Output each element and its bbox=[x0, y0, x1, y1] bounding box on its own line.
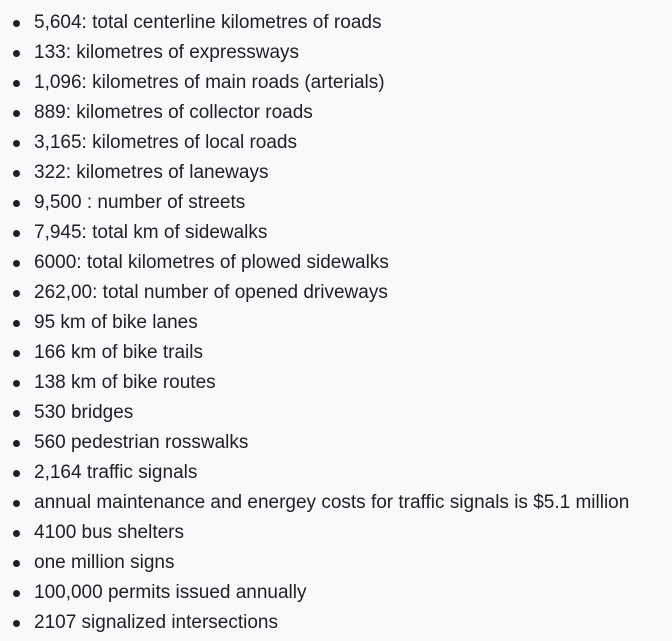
bullet-icon bbox=[13, 350, 20, 357]
list-item bbox=[0, 278, 672, 308]
fact-text: 889: kilometres of collector roads bbox=[34, 102, 313, 123]
bullet-icon bbox=[13, 500, 20, 507]
bullet-icon bbox=[13, 320, 20, 327]
list-item bbox=[0, 308, 672, 338]
bullet-icon bbox=[13, 440, 20, 447]
list-item bbox=[0, 158, 672, 188]
bullet-icon bbox=[13, 80, 20, 87]
fact-text: 322: kilometres of laneways bbox=[34, 162, 269, 183]
list-item bbox=[0, 428, 672, 458]
list-item bbox=[0, 68, 672, 98]
fact-text: 4100 bus shelters bbox=[34, 522, 184, 543]
fact-text: 530 bridges bbox=[34, 402, 134, 423]
list-item bbox=[0, 188, 672, 218]
bullet-icon bbox=[13, 260, 20, 267]
fact-text: 2107 signalized intersections bbox=[34, 612, 278, 633]
bullet-icon bbox=[13, 590, 20, 597]
bullet-icon bbox=[13, 50, 20, 57]
bullet-icon bbox=[13, 560, 20, 567]
fact-text: 1,096: kilometres of main roads (arterials) bbox=[34, 72, 385, 93]
list-item bbox=[0, 218, 672, 248]
bullet-icon bbox=[13, 380, 20, 387]
bullet-icon bbox=[13, 620, 20, 627]
fact-text: 3,165: kilometres of local roads bbox=[34, 132, 297, 153]
bullet-icon bbox=[13, 410, 20, 417]
list-item bbox=[0, 338, 672, 368]
list-item bbox=[0, 608, 672, 638]
fact-text: 133: kilometres of expressways bbox=[34, 42, 300, 63]
list-item bbox=[0, 458, 672, 488]
fact-text: 7,945: total km of sidewalks bbox=[34, 222, 268, 243]
list-item bbox=[0, 398, 672, 428]
list-item bbox=[0, 518, 672, 548]
list-item bbox=[0, 248, 672, 278]
fact-text: 5,604: total centerline kilometres of roads bbox=[34, 12, 382, 33]
list-item bbox=[0, 98, 672, 128]
fact-text: 6000: total kilometres of plowed sidewalks bbox=[34, 252, 389, 273]
bullet-icon bbox=[13, 230, 20, 237]
list-item bbox=[0, 38, 672, 68]
fact-text: 9,500 : number of streets bbox=[34, 192, 246, 213]
fact-text: one million signs bbox=[34, 552, 175, 573]
bullet-icon bbox=[13, 170, 20, 177]
list-item bbox=[0, 488, 672, 518]
fact-text: 2,164 traffic signals bbox=[34, 462, 198, 483]
bullet-icon bbox=[13, 290, 20, 297]
list-item bbox=[0, 548, 672, 578]
bullet-icon bbox=[13, 20, 20, 27]
list-item bbox=[0, 578, 672, 608]
fact-text: annual maintenance and energey costs for traffic signals is $5.1 million bbox=[34, 492, 630, 513]
bullet-icon bbox=[13, 470, 20, 477]
bullet-icon bbox=[13, 200, 20, 207]
list-item bbox=[0, 368, 672, 398]
fact-text: 95 km of bike lanes bbox=[34, 312, 198, 333]
bullet-icon bbox=[13, 530, 20, 537]
fact-text: 138 km of bike routes bbox=[34, 372, 216, 393]
list-item bbox=[0, 128, 672, 158]
bullet-icon bbox=[13, 140, 20, 147]
fact-text: 560 pedestrian rosswalks bbox=[34, 432, 249, 453]
bullet-icon bbox=[13, 110, 20, 117]
fact-text: 166 km of bike trails bbox=[34, 342, 203, 363]
fact-text: 100,000 permits issued annually bbox=[34, 582, 307, 603]
list-item bbox=[0, 8, 672, 38]
fact-text: 262,00: total number of opened driveways bbox=[34, 282, 388, 303]
